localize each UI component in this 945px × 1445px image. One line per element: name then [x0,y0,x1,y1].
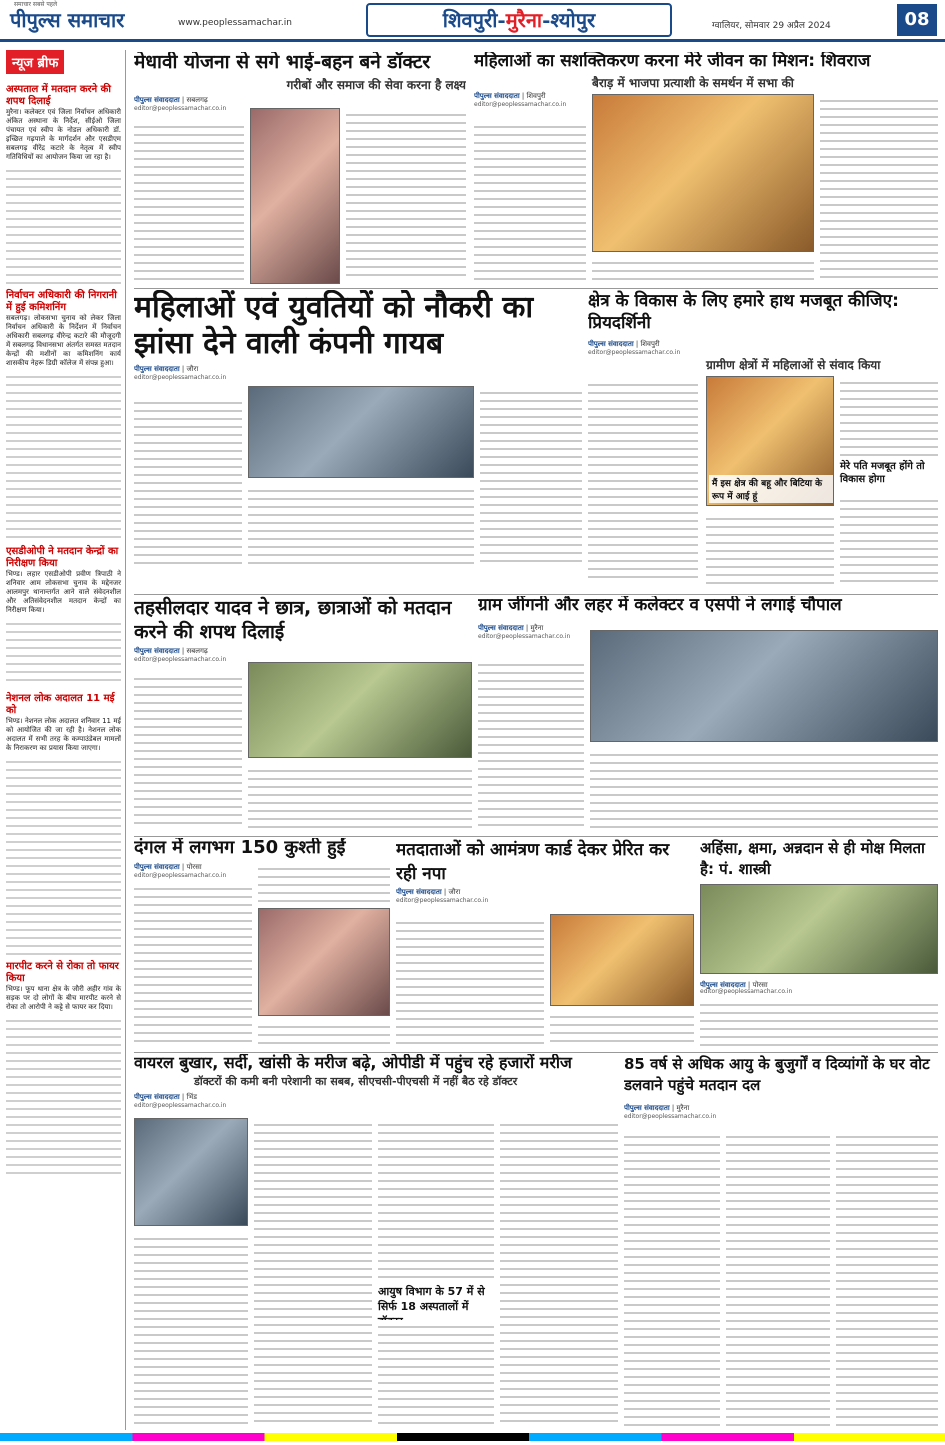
article-body [258,1020,390,1048]
article-email: editor@peoplessamachar.co.in [474,100,567,108]
article-body [840,494,938,586]
article-photo [258,908,390,1016]
article-photo [700,884,938,974]
brief-headline: निर्वाचन अधिकारी की निगरानी में हुई कमिशनिंग [6,290,117,313]
article-headline[interactable]: वायरल बुखार, सर्दी, खांसी के मरीज बढ़े, ओपीडी में पहुंच रहे हजारों मरीज [134,1054,572,1072]
article-email: editor@peoplessamachar.co.in [134,374,227,381]
article-byline: पीपुल्स संवाददाता | शिवपुरी [588,340,660,348]
brief-item [6,546,121,687]
article-byline: पीपुल्स संवाददाता | जौरा [134,365,199,373]
page-number: 08 [897,4,937,36]
article-headline[interactable]: अहिंसा, क्षमा, अन्नदान से ही मोक्ष मिलता है: पं. शास्त्री [700,839,925,878]
article-headline[interactable]: तहसीलदार यादव ने छात्र, छात्राओं को मतदान करने की शपथ दिलाई [134,597,452,643]
article-body [248,484,474,568]
brief-body-lines [6,1014,121,1174]
article-byline: पीपुल्स संवाददाता | मुरैना [478,623,544,632]
edition-morena: मुरैना [505,8,543,32]
print-color-bar [0,1433,945,1441]
brief-text: भिण्ड। नेशनल लोक अदालत शनिवार 11 मई को आयोजित की जा रही है। नेशनल लोक अदालत में सभी तरह के कम्पाउंडेबल मामलों के निराकरण का प्रयास किया जाएगा। [6,717,121,752]
article-body [378,1118,494,1278]
article-body [836,1130,938,1428]
article-body [588,378,698,578]
brief-body-lines [6,617,121,687]
article-email: editor@peoplessamachar.co.in [624,1113,717,1120]
article-body [258,862,390,902]
article-photo [592,94,814,252]
edition-title [366,3,672,37]
brief-item [6,290,121,540]
website-url[interactable]: www.peoplessamachar.in [178,18,292,28]
article-body [134,120,244,282]
article-body [726,1130,830,1428]
article-body [820,94,938,282]
article-byline: पीपुल्स संवाददाता | सबलगढ़ [134,647,208,655]
article-body [840,376,938,456]
brief-item [6,84,121,284]
article-headline[interactable]: महिलाओं का सशक्तिकरण करना मेरे जीवन का मिशन: शिवराज [474,52,871,71]
brief-headline: नेशनल लोक अदालत 11 मई को [6,693,115,716]
article-byline: पीपुल्स संवाददाता | जौरा [396,888,461,896]
brief-headline: अस्पताल में मतदान करने की शपथ दिलाई [6,84,111,107]
article-job-fraud [134,290,582,570]
article-body [624,1130,720,1428]
logo-tagline: समाचार सबसे पहले [14,1,58,8]
article-headline[interactable]: महिलाओं एवं युवतियों को नौकरी का झांसा देने वाली कंपनी गायब [134,290,534,361]
article-body [550,1010,694,1048]
article-photo [248,386,474,478]
article-email: editor@peoplessamachar.co.in [396,897,489,904]
article-email: editor@peoplessamachar.co.in [588,349,681,356]
article-viral-fever [134,1054,618,1430]
article-subhead: ग्रामीण क्षेत्रों में महिलाओं से संवाद किया [706,358,881,372]
article-voter-invitation [396,838,694,1048]
article-body [590,748,938,830]
article-dangal [134,838,390,1048]
masthead [0,0,945,42]
article-subhead: बैराड़ में भाजपा प्रत्याशी के समर्थन में सभा की [592,76,794,90]
article-email: editor@peoplessamachar.co.in [134,871,227,879]
article-photo [134,1118,248,1226]
brief-text: मुरैना। कलेक्टर एवं जिला निर्वाचन अधिकारी अंकित अस्थाना के निर्देश, सीईओ जिला पंचायत एवं स्वीप के नोडल अधिकारी डॉ. इच्छित गढ़पाले के मार्गदर्शन और एसडीएम सबलगढ़ वीरेंद्र कटारे के नेतृत्व में स्वीप गतिविधियों का आयोजन किया जा रहा है। [6,108,121,161]
article-photo [250,108,340,284]
brief-item [6,693,121,955]
article-byline: पीपुल्स संवाददाता | पोरसा [134,862,202,871]
article-body [478,658,584,830]
brief-body-lines [6,370,121,540]
article-body [396,916,544,1048]
article-byline: पीपुल्स संवाददाता | भिंड [134,1093,197,1102]
article-body [706,512,834,586]
article-body [346,108,466,282]
article-subhead: गरीबों और समाज की सेवा करना है लक्ष्य [286,77,466,92]
article-byline: पीपुल्स संवाददाता | शिवपुरी [474,91,546,100]
brief-text: भिण्ड। लहार एसडीओपी प्रवीण त्रिपाठी ने शनिवार आम लोकसभा चुनाव के मद्देनजर आलमपुर थानान्तर्गत आने वाले संवेदनशील और अतिसंवेदनशील मतदान केन्द्रों का निरीक्षण किया। [6,570,121,614]
article-byline: पीपुल्स संवाददाता | सबलगढ़ [134,95,208,104]
article-byline: पीपुल्स संवाददाता | मुरैना [624,1104,690,1112]
dateline: ग्वालियर, सोमवार 29 अप्रैल 2024 [712,21,831,31]
article-headline[interactable]: क्षेत्र के विकास के लिए हमारे हाथ मजबूत कीजिए: प्रियदर्शिनी [588,291,899,333]
article-shivraj-rally [474,52,938,284]
article-email: editor@peoplessamachar.co.in [134,1102,227,1110]
brief-headline: मारपीट करने से रोका तो फायर किया [6,961,119,984]
info-box-heading: आयुष विभाग के 57 में से सिर्फ 18 अस्पतालों में [378,1285,485,1313]
article-headline[interactable]: मेधावी योजना से सगे भाई-बहन बने डॉक्टर [134,52,431,73]
article-body [480,386,582,568]
article-headline[interactable]: 85 वर्ष से अधिक आयु के बुजुर्गों व दिव्यांगों के घर वोट डलवाने पहुंचे मतदान दल [624,1055,930,1094]
article-photo [706,376,834,506]
article-tehsildar-oath [134,596,472,832]
article-body [378,1320,494,1428]
newspaper-logo[interactable]: पीपुल्स समाचार [10,8,125,32]
article-body [500,1118,618,1428]
article-byline: पीपुल्स संवाददाता | पोरसा [700,981,768,989]
article-photo [248,662,472,758]
article-email: editor@peoplessamachar.co.in [134,656,227,663]
article-priyadarshini [588,290,938,590]
article-body [134,396,242,568]
article-collector-chaupal [478,596,938,832]
article-email: editor@peoplessamachar.co.in [134,104,227,112]
article-body [254,1118,372,1428]
edition-shivpuri: शिवपुरी- [442,8,506,32]
article-email: editor@peoplessamachar.co.in [478,632,571,640]
article-body [248,764,472,830]
brief-body-lines [6,164,121,284]
article-photo [590,630,938,742]
brief-item [6,961,121,1174]
news-brief-title: न्यूज ब्रीफ [6,50,64,74]
article-headline[interactable]: मतदाताओं को आमंत्रण कार्ड देकर प्रेरित कर रही नपा [396,840,670,884]
brief-headline: एसडीओपी ने मतदान केन्द्रों का निरीक्षण किया [6,546,119,569]
article-body [134,672,242,830]
brief-text: सबलगढ़। लोकसभा चुनाव को लेकर जिला निर्वाचन अधिकारी के निर्देशन में निर्वाचन अधिकारी सबलगढ़ वीरेन्द्र कटारे की मौजूदगी में सबलगढ़ विधानसभा अंतर्गत समस्त मतदान केन्द्रों की मशीनों का कमिशनिंग कार्य शासकीय नेहरू डिग्री कॉलेज में संपन्न हुआ। [6,314,121,367]
article-body [134,1232,248,1428]
article-body [134,882,252,1048]
brief-text: भिण्ड। फूप थाना क्षेत्र के जौरी अहीर गांव के सड़क पर दो लोगों के बीच मारपीट करने से रोका तो आरोपी ने कट्टे से फायर कर दिया। [6,985,121,1011]
article-shastri-sermon [700,838,938,1048]
article-body [592,256,814,282]
article-subhead: डॉक्टरों की कमी बनी परेशानी का सबब, सीएचसी-पीएचसी में नहीं बैठ रहे डॉक्टर [194,1075,518,1089]
photo-caption: मैं इस क्षेत्र की बहू और बिटिया के रूप में आई हूं [709,475,833,503]
article-headline[interactable]: ग्राम जींगनी और लहर में कलेक्टर व एसपी ने लगाई चौपाल [478,596,842,615]
article-photo [550,914,694,1006]
article-email: editor@peoplessamachar.co.in [700,988,793,995]
article-body [700,998,938,1048]
article-headline[interactable]: दंगल में लगभग 150 कुश्ती हुईं [134,838,346,858]
article-body [474,120,586,282]
news-brief-sidebar [6,50,126,1430]
article-doctor-siblings [134,52,466,284]
article-home-voting [624,1054,938,1430]
pull-quote: मेरे पति मजबूत होंगे तो विकास होगा [840,461,925,485]
brief-body-lines [6,755,121,955]
edition-sheopur: -श्योपुर [542,8,596,32]
